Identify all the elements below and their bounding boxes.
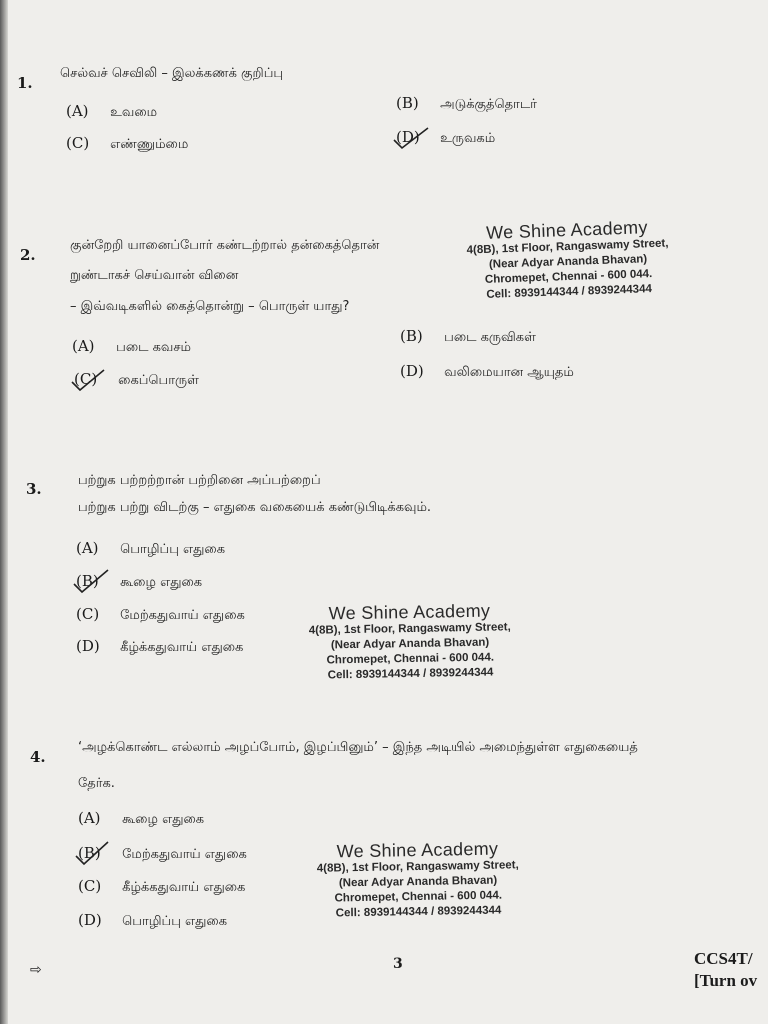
stamp-academy-name: We Shine Academy: [485, 217, 649, 243]
academy-stamp-2: [291, 600, 528, 684]
option-text: உருவகம்: [440, 131, 496, 146]
option-text: கைப்பொருள்: [118, 373, 199, 388]
question-2-option-d: [400, 362, 574, 381]
academy-stamp-1: [449, 216, 688, 304]
stamp-address-line-3: Chromepet, Chennai - 600 044.: [484, 268, 653, 286]
option-label: (A): [78, 809, 101, 827]
footer-code-block: [694, 948, 757, 992]
stamp-address-line-1: 4(8B), 1st Floor, Rangaswamy Street,: [466, 237, 669, 257]
option-text: பொழிப்பு எதுகை: [122, 914, 228, 929]
option-label: (C): [78, 877, 102, 895]
stamp-address-line-1: 4(8B), 1st Floor, Rangaswamy Street,: [316, 859, 519, 875]
page-edge-shadow: [0, 0, 8, 1024]
question-4-line-1: ‘அழக்கொண்ட எல்லாம் அழப்போம், இழப்பினும்’ – இந்த அடியில் அமைந்துள்ள எதுகையைத்: [78, 740, 638, 755]
option-label: (C): [74, 370, 114, 388]
option-text: கூழை எதுகை: [122, 812, 205, 827]
stamp-academy-name: We Shine Academy: [336, 838, 499, 862]
stamp-address-line-3: Chromepet, Chennai - 600 044.: [326, 651, 495, 667]
stamp-phone: Cell: 8939144344 / 8939244344: [486, 283, 653, 301]
option-label: (A): [66, 102, 89, 120]
stamp-phone: Cell: 8939144344 / 8939244344: [327, 666, 494, 682]
question-1-option-a: [66, 102, 157, 121]
question-2-line-3: – இவ்வடிகளில் கைத்தொன்று – பொருள் யாது?: [70, 299, 350, 314]
paper-code: CCS4T/: [694, 949, 753, 968]
option-label: (D): [396, 128, 436, 146]
question-1-text: செல்வச் செவிலி – இலக்கணக் குறிப்பு: [60, 66, 284, 81]
question-3-number: 3.: [26, 480, 42, 498]
option-text: மேற்கதுவாய் எதுகை: [122, 847, 247, 862]
question-2-line-1: குன்றேறி யானைப்போர் கண்டற்றால் தன்கைத்தொன்: [70, 238, 380, 253]
option-label: (D): [78, 911, 102, 929]
option-label: (C): [76, 605, 100, 623]
question-3-line-1: பற்றுக பற்றற்றான் பற்றினை அப்பற்றைப்: [78, 473, 321, 488]
question-4-option-a: [78, 809, 204, 828]
question-4-line-2: தேர்க.: [78, 776, 115, 791]
question-1-number: 1.: [17, 74, 33, 92]
question-1-option-d: [396, 128, 495, 147]
question-2-option-b: [400, 327, 536, 346]
option-text: எண்ணும்மை: [110, 137, 189, 152]
question-3-line-2: பற்றுக பற்று விடற்கு – எதுகை வகையைக் கண்டுபிடிக்கவும்.: [78, 500, 432, 515]
question-3-option-d: [76, 637, 243, 656]
option-text: அடுக்குத்தொடர்: [440, 97, 537, 112]
option-text: படை கருவிகள்: [444, 330, 536, 345]
stamp-address-line-3: Chromepet, Chennai - 600 044.: [334, 889, 503, 905]
arrow-right-icon: ⇨: [30, 962, 42, 978]
option-label: (B): [396, 94, 419, 112]
option-label: (A): [76, 539, 99, 557]
option-text: கீழ்க்கதுவாய் எதுகை: [120, 640, 244, 655]
stamp-address-line-2: (Near Adyar Ananda Bhavan): [338, 874, 498, 890]
question-1-option-c: [66, 134, 188, 153]
question-2-option-a: [72, 337, 191, 356]
question-1-option-b: [396, 94, 537, 113]
question-2-line-2: றுண்டாகச் செய்வான் வினை: [70, 268, 239, 283]
stamp-address-line-2: (Near Adyar Ananda Bhavan): [488, 253, 648, 271]
option-text: மேற்கதுவாய் எதுகை: [120, 608, 245, 623]
stamp-phone: Cell: 8939144344 / 8939244344: [335, 904, 502, 920]
question-2-number: 2.: [20, 246, 36, 264]
turn-over-note: [Turn ov: [694, 971, 758, 990]
question-4-option-d: [78, 911, 227, 930]
option-label: (D): [400, 362, 424, 380]
option-text: படை கவசம்: [116, 340, 192, 355]
question-4-number: 4.: [30, 748, 46, 766]
option-label: (B): [76, 572, 116, 590]
option-label: (B): [78, 844, 118, 862]
question-3-option-c: [76, 605, 245, 624]
option-text: கூழை எதுகை: [120, 575, 203, 590]
stamp-academy-name: We Shine Academy: [328, 600, 491, 624]
question-3-option-b: [76, 572, 202, 591]
option-label: (A): [72, 337, 95, 355]
question-3-option-a: [76, 539, 225, 558]
option-label: (D): [76, 637, 100, 655]
question-4-option-b: [78, 844, 247, 863]
stamp-address-line-2: (Near Adyar Ananda Bhavan): [330, 636, 490, 652]
stamp-address-line-1: 4(8B), 1st Floor, Rangaswamy Street,: [308, 621, 511, 637]
academy-stamp-3: [299, 838, 536, 922]
option-text: பொழிப்பு எதுகை: [120, 542, 226, 557]
page-number: 3: [393, 956, 403, 972]
option-text: கீழ்க்கதுவாய் எதுகை: [122, 880, 246, 895]
question-2-option-c: [74, 370, 199, 389]
question-4-option-c: [78, 877, 245, 896]
option-text: உவமை: [110, 105, 158, 120]
option-label: (B): [400, 327, 423, 345]
option-label: (C): [66, 134, 90, 152]
option-text: வலிமையான ஆயுதம்: [444, 365, 574, 380]
